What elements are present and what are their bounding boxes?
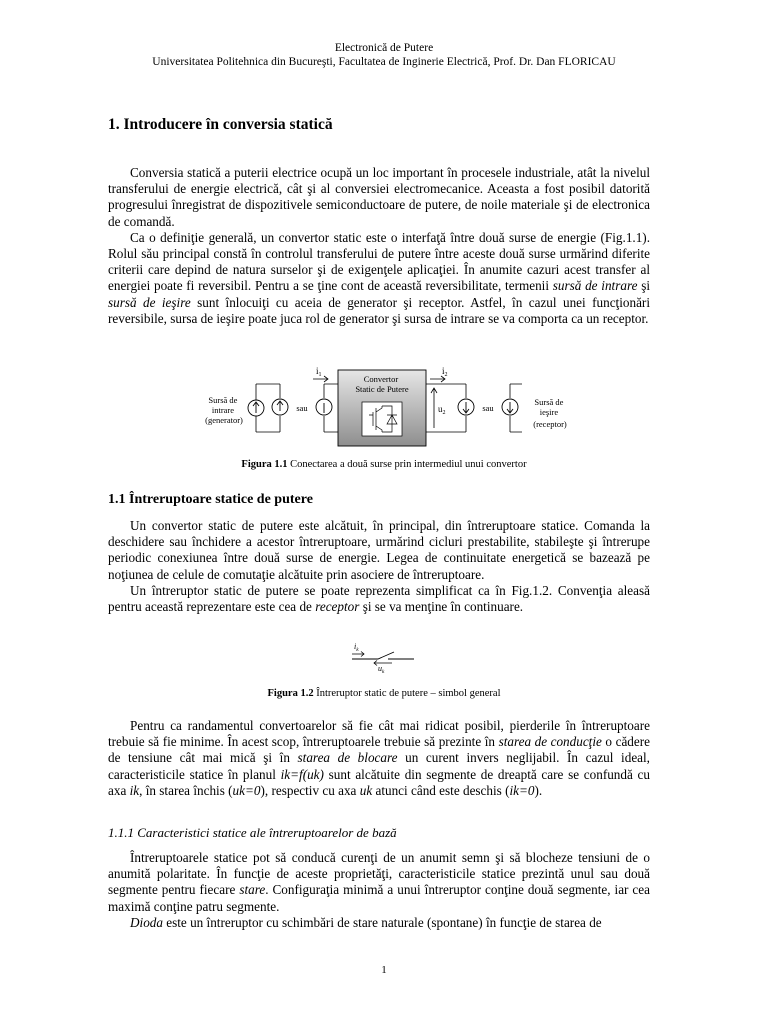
paragraph: Conversia statică a puterii electrice ocupă un loc important în procesele industriale, atât la nivelul transferului de energie electrică, cât şi al conversiei electromecanice. Aceasta a fost posibil datorită progresului înregistrat de dispozitivele semiconductoare de putere, de noile materiale şi de electronica de comandă. xyxy=(108,165,650,229)
section11-continued xyxy=(108,718,650,799)
section111-body xyxy=(108,850,650,931)
i2-label: $i_2$ xyxy=(442,366,448,378)
paragraph: Dioda este un întreruptor cu schimbări de stare naturale (spontane) în funcţie de starea de xyxy=(130,914,602,930)
header-course-title: Electronică de Putere xyxy=(334,42,434,54)
figure-converter-diagram xyxy=(190,362,590,450)
paragraph: Ca o definiţie generală, un convertor static este o interfaţă între două surse de energie (Fig.1.1). Rolul său principal constă în controlul transferului de putere între aceste două surse urmărind diferite criterii care depind de natura surselor şi de exigenţele aplicaţiei. În anumite cazuri acest transfer al energiei poate fi reversibil. Pentru a se ţine cont de această reversibilitate, termenii sursă de intrare şi sursă de ieşire sunt înlocuiţi cu aceia de generator şi receptor. Astfel, în cazul unei funcţionări reversibile, sursa de ieşire poate juca rol de generator şi sursa de intrare se va comporta ca un receptor. xyxy=(108,229,650,326)
i1-label: $i_1$ xyxy=(316,366,322,378)
page-number: 1 xyxy=(381,964,387,976)
ik-label: $i_k$ xyxy=(354,642,359,653)
converter-title: Convertor Static de Putere xyxy=(355,374,409,394)
figure1-caption: Figura 1.1 Conectarea a două surse prin intermediul unui convertor xyxy=(241,459,527,470)
section1-body xyxy=(108,165,650,327)
switch-line xyxy=(352,652,414,659)
header-affiliation: Universitatea Politehnica din Bucureşti, Facultatea de Inginerie Electrică, Prof. Dr. Dan FLORICAU xyxy=(152,56,616,68)
subsubsection-title: 1.1.1 Caracteristici statice ale întreruptoarelor de bază xyxy=(108,825,397,840)
or-label-left: sau xyxy=(296,403,308,413)
or-label-right: sau xyxy=(482,403,494,413)
section-title: 1. Introducere în conversia statică xyxy=(108,116,333,133)
u2-label: $u_2$ xyxy=(438,404,446,416)
subsection-title: 1.1 Întreruptoare statice de putere xyxy=(108,492,313,507)
paragraph: Un întreruptor static de putere se poate reprezenta simplificat ca în Fig.1.2. Convenţia aleasă pentru această reprezentare este cea de receptor şi se va menţine în continuare. xyxy=(108,582,650,615)
section11-body xyxy=(108,518,650,615)
uk-label: $u_k$ xyxy=(378,664,385,674)
igbt-diode-icon xyxy=(362,402,402,436)
right-source-label: Sursă de ieşire (receptor) xyxy=(533,397,567,429)
paragraph: Pentru ca randamentul convertoarelor să fie cât mai ridicat posibil, pierderile în întreruptoare trebuie să fie minime. În acest scop, întreruptoarele trebuie să prezinte în starea de conducţie o cădere de tensiune cât mai mică şi în starea de blocare un curent invers neglijabil. În cazul ideal, caracteristicile statice în planul ik=f(uk) sunt alcătuite din segmente de dreaptă care se confundă cu axa ik, în starea închis (uk=0), respectiv cu axa uk atunci când este deschis (ik=0). xyxy=(108,718,650,798)
left-source-label: Sursă de intrare (generator) xyxy=(205,395,243,425)
paragraph: Întreruptoarele statice pot să conducă curenţi de un anumit semn şi să blocheze tensiuni de o anumită polaritate. În funcţie de aceste proprietăţi, caracteristicile statice prezintă unul sau două segmente pentru fiecare stare. Configuraţia minimă a unui întreruptor conţine două segmente, iar cea maximă conţine patru segmente. xyxy=(108,850,650,914)
figure2-caption: Figura 1.2 Întreruptor static de putere – simbol general xyxy=(267,688,501,699)
figure-switch-symbol xyxy=(348,638,420,674)
paragraph: Un convertor static de putere este alcătuit, în principal, din întreruptoare statice. Comanda la deschidere sau închidere a acestor întreruptoare, urmărind cicluri prestabilite, stabileşte şi întrerupe periodic conexiunea între două surse de energie. Legea de continuitate energetică se bazează pe noţiunea de celule de comutaţie alcătuite prin asociere de întreruptoare. xyxy=(108,518,650,582)
